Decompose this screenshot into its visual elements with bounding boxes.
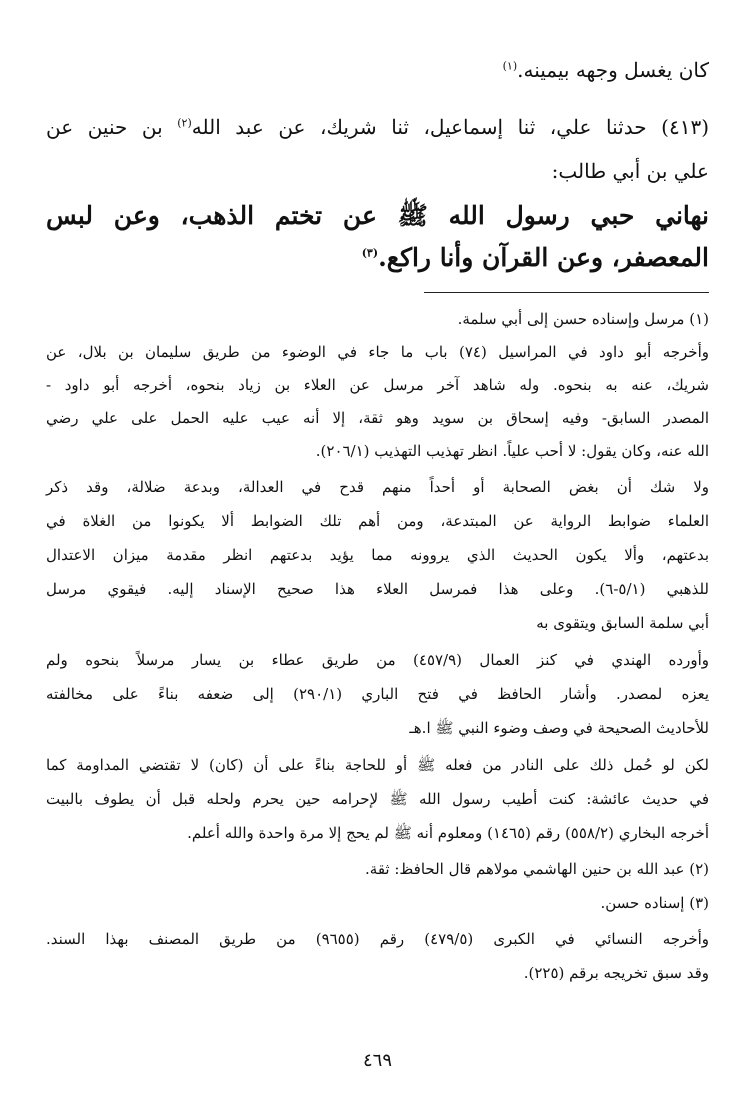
footnote-line: شريك، عنه به بنحوه. وله شاهد آخر مرسل عن العلاء بن زياد بنحوه، أخرجه أبو داود - bbox=[46, 376, 709, 394]
footnote-line: أخرجه البخاري (٥٥٨/٢) رقم (١٤٦٥) ومعلوم أنه ﷺ لم يحج إلا مرة واحدة والله أعلم. bbox=[187, 824, 709, 842]
isnad-text-continued: بن حنين عن bbox=[46, 115, 178, 139]
footnote-line: وقد سبق تخريجه برقم (٢٢٥). bbox=[523, 964, 709, 982]
matn-line-1: نهاني حبي رسول الله ﷺ عن تختم الذهب، وعن لبس bbox=[46, 201, 709, 230]
footnote-line: وأخرجه أبو داود في المراسيل (٧٤) باب ما جاء في الوضوء من طريق سليمان بن بلال، عن bbox=[46, 343, 709, 361]
page-number: ٤٦٩ bbox=[362, 1050, 392, 1071]
footnote-3-heading: (٣) إسناده حسن. bbox=[600, 894, 709, 912]
footnote-line: يعزه لمصدر. وأشار الحافظ في فتح الباري (٢٩٠/١) إلى ضعفه بناءً على مخالفته bbox=[46, 685, 709, 703]
footnote-ref-2: (٢) bbox=[177, 116, 192, 130]
footnote-line: وأخرجه النسائي في الكبرى (٤٧٩/٥) رقم (٩٦٥٥) من طريق المصنف بهذا السند. bbox=[46, 930, 709, 948]
footnote-line: الله عنه، وكان يقول: لا أحب علياً. انظر تهذيب التهذيب (٢٠٦/١). bbox=[315, 442, 709, 460]
footnote-line: أبي سلمة السابق ويتقوى به bbox=[536, 614, 709, 632]
footnote-line: بدعتهم، وألا يكون الحديث الذي يروونه مما يؤيد بدعتهم انظر مقدمة ميزان الاعتدال bbox=[46, 546, 709, 564]
footnote-line: للذهبي (٥/١-٦). وعلى هذا فمرسل العلاء هذا صحيح الإسناد إليه. فيقوي مرسل bbox=[46, 580, 709, 598]
footnote-line: للأحاديث الصحيحة في وصف وضوء النبي ﷺ ا.هـ bbox=[409, 719, 709, 737]
main-text: كان يغسل وجهه بيمينه. bbox=[517, 58, 709, 82]
main-line-1 bbox=[46, 58, 709, 82]
footnote-line: العلماء ضوابط الرواية عن المبتدعة، ومن أهم تلك الضوابط ألا يكونوا من الغلاة في bbox=[46, 512, 709, 530]
footnote-ref-1: (١) bbox=[502, 59, 518, 73]
hadith-413-line-2: علي بن أبي طالب: bbox=[551, 159, 709, 183]
footnote-2: (٢) عبد الله بن حنين الهاشمي مولاهم قال الحافظ: ثقة. bbox=[365, 860, 709, 878]
isnad-text: (٤١٣) حدثنا علي، ثنا إسماعيل، ثنا شريك، عن عبد الله bbox=[191, 115, 709, 139]
footnote-line: المصدر السابق- وفيه إسحاق بن سويد وهو ثقة، إلا أنه عيب عليه الحمل على علي رضي bbox=[46, 409, 709, 427]
footnote-line: ولا شك أن بغض الصحابة أو أحداً منهم قدح في العدالة، وبدعة ضلالة، وقد ذكر bbox=[46, 478, 709, 496]
footnote-1-heading: (١) مرسل وإسناده حسن إلى أبي سلمة. bbox=[457, 310, 709, 328]
footnote-ref-3: (٣) bbox=[361, 246, 379, 260]
hadith-413-line-1 bbox=[46, 115, 709, 139]
footnote-line: في حديث عائشة: كنت أطيب رسول الله ﷺ لإحرامه حين يحرم ولحله قبل أن يطوف بالبيت bbox=[46, 790, 709, 808]
footnote-line: وأورده الهندي في كنز العمال (٤٥٧/٩) من طريق عطاء بن يسار مرسلاً بنحوه ولم bbox=[46, 651, 709, 669]
matn-text: المعصفر، وعن القرآن وأنا راكع. bbox=[378, 243, 709, 272]
footnote-line: لكن لو حُمل ذلك على النادر من فعله ﷺ أو للحاجة بناءً على أن (كان) لا تقتضي المداومة كما bbox=[46, 756, 709, 774]
footnote-divider bbox=[424, 292, 709, 293]
matn-line-2 bbox=[46, 243, 709, 272]
